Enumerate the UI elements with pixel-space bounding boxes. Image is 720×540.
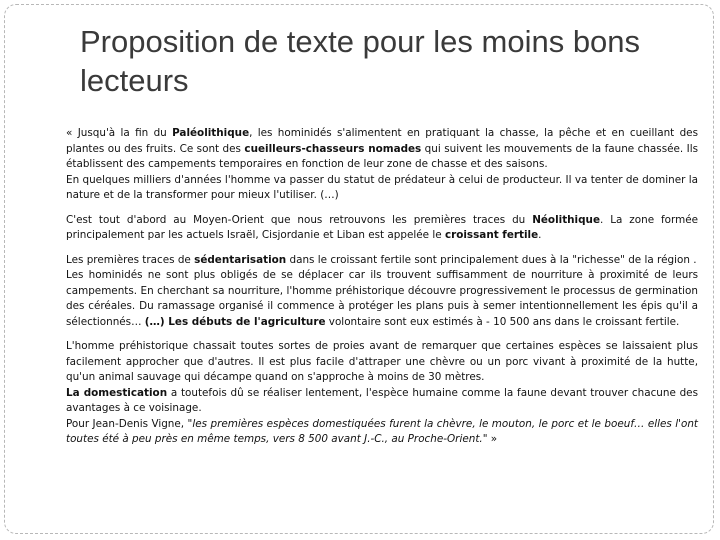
keyword-paleolithique: Paléolithique xyxy=(172,127,250,139)
text-span: L'homme préhistorique chassait toutes sortes de proies avant de remarquer que certaines espèces se laissaient plus facilement approcher que d'autres. Il est plus facile d'attraper une chèvre ou un porc vivant à proximité de la hutte, qu'un animal sauvage qui décampe quand on s'approche à moins de 30 mètres. xyxy=(66,340,698,383)
paragraph-neolithique xyxy=(66,213,698,244)
text-span: volontaire sont eux estimés à - 10 500 ans dans le croissant fertile. xyxy=(325,315,680,328)
text-span: . La zone formée principalement par les actuels Israël, Cisjordanie et Liban est appelée le xyxy=(66,213,698,241)
text-span: Pour Jean-Denis Vigne, " xyxy=(66,417,193,430)
keyword-agriculture: (…) Les débuts de l'agriculture xyxy=(144,315,326,328)
text-span: dans le croissant fertile sont principalement dues à la "richesse" de la région . xyxy=(286,253,697,266)
text-span: Les hominidés ne sont plus obligés de se déplacer car ils trouvent suffisamment de nourriture à proximité de leurs campements. En cherchant sa nourriture, l'homme préhistorique découvre progressivement le processus de germination des céréales. Du ramassage organisé il commence à protéger les plans puis à semer intentionnellement les épis qu'il a sélectionnés… xyxy=(66,269,698,328)
keyword-sedentarisation: sédentarisation xyxy=(194,253,287,266)
keyword-domestication: La domestication xyxy=(66,386,168,399)
keyword-croissant-fertile: croissant fertile xyxy=(444,229,539,241)
keyword-cueilleurs-chasseurs: cueilleurs-chasseurs nomades xyxy=(244,142,422,155)
text-span: , les hominidés s'alimentent en pratiquant la chasse, la pêche et en cueillant des plantes ou des fruits. Ce sont des xyxy=(66,127,698,155)
keyword-neolithique: Néolithique xyxy=(532,213,601,226)
paragraph-sedentarisation xyxy=(66,253,698,331)
paragraph-domestication xyxy=(66,339,698,448)
text-span: " » xyxy=(482,433,498,445)
text-span: a toutefois dû se réaliser lentement, l'espèce humaine comme la faune devant trouver chacune des avantages à ce voisinage. xyxy=(66,386,698,414)
text-span: qui suivent les mouvements de la faune chassée. Ils établissent des campements temporaires en fonction de leur zone de chasse et des saisons. xyxy=(66,142,699,170)
text-span: Les premières traces de xyxy=(66,253,195,266)
text-span: En quelques milliers d'années l'homme va passer du statut de prédateur à celui de producteur. Il va tenter de dominer la nature et de la transformer pour mieux l'utiliser. (…) xyxy=(66,173,698,201)
slide-body xyxy=(66,126,698,457)
text-span: . xyxy=(538,229,542,241)
text-span: C'est tout d'abord au Moyen-Orient que nous retrouvons les premières traces du xyxy=(66,213,533,226)
paragraph-paleolithique xyxy=(66,126,698,204)
quote-vigne: les premières espèces domestiquées furent la chèvre, le mouton, le porc et le boeuf… elles l'ont toutes été à peu près en même temps, vers 8 500 avant J.-C., au Proche-Orient. xyxy=(66,417,698,445)
slide-title: Proposition de texte pour les moins bons lecteurs xyxy=(80,24,641,98)
text-span: « Jusqu'à la fin du xyxy=(66,127,173,139)
